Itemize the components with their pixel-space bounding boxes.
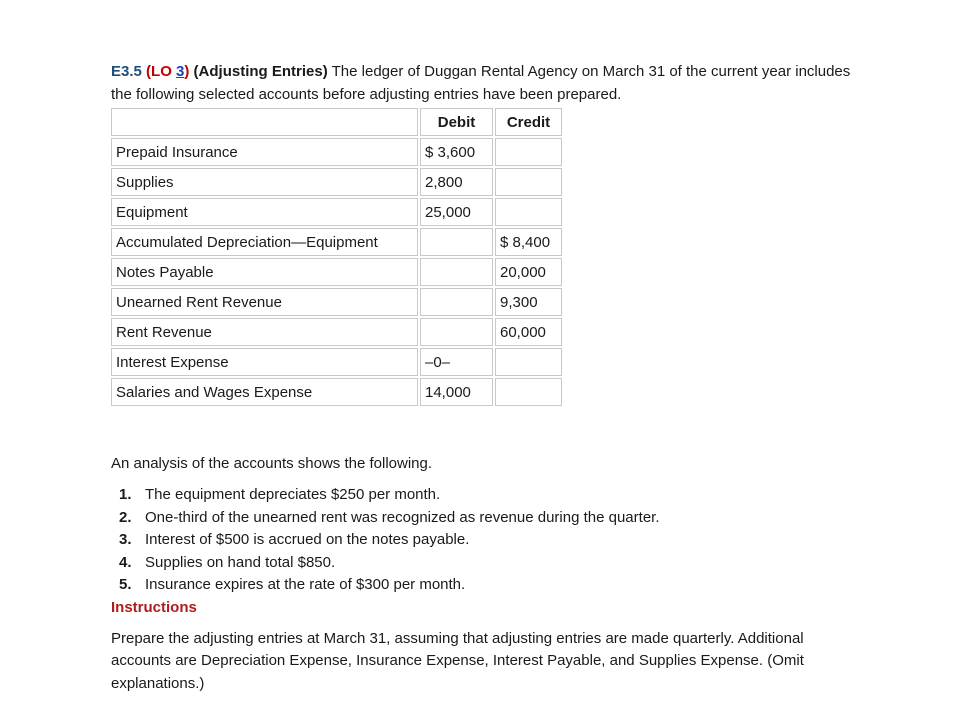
debit-cell: 2,800	[420, 168, 493, 196]
analysis-item-text: The equipment depreciates $250 per month.	[145, 486, 441, 503]
credit-cell	[495, 348, 562, 376]
account-header-cell	[111, 108, 418, 136]
credit-cell	[495, 198, 562, 226]
credit-cell	[495, 378, 562, 406]
instructions-text: Prepare the adjusting entries at March 31, assuming that adjusting entries are made quarterly. Additional accounts are Depreciation Expense, Insurance Expense, Interest Payable, and Supplies Expense. (Omit explanations.)	[111, 629, 804, 692]
analysis-item-text: Interest of $500 is accrued on the notes payable.	[145, 531, 470, 548]
account-cell: Rent Revenue	[111, 318, 418, 346]
exercise-number: E3.5	[111, 63, 142, 80]
account-cell: Unearned Rent Revenue	[111, 288, 418, 316]
ledger-row	[111, 258, 562, 286]
ledger-row	[111, 168, 562, 196]
learning-objective: (LO 3)	[146, 63, 190, 80]
analysis-item	[119, 574, 871, 597]
debit-cell	[420, 228, 493, 256]
analysis-item-text: Insurance expires at the rate of $300 per month.	[145, 576, 466, 593]
analysis-item	[119, 507, 871, 530]
ledger-row	[111, 348, 562, 376]
credit-cell: 60,000	[495, 318, 562, 346]
credit-header: Credit	[495, 108, 562, 136]
analysis-item-number: 2.	[119, 508, 132, 526]
ledger-table	[109, 106, 564, 408]
ledger-row	[111, 318, 562, 346]
ledger-row	[111, 228, 562, 256]
account-cell: Accumulated Depreciation—Equipment	[111, 228, 418, 256]
debit-cell: $ 3,600	[420, 138, 493, 166]
debit-cell	[420, 258, 493, 286]
instructions-title: Instructions	[111, 598, 197, 616]
ledger-row	[111, 288, 562, 316]
debit-cell: –0–	[420, 348, 493, 376]
analysis-item	[119, 529, 871, 552]
debit-header: Debit	[420, 108, 493, 136]
analysis-list	[111, 484, 871, 597]
analysis-intro: An analysis of the accounts shows the following.	[111, 455, 433, 472]
debit-cell	[420, 318, 493, 346]
analysis-item-text: Supplies on hand total $850.	[145, 553, 336, 571]
debit-cell: 14,000	[420, 378, 493, 406]
exercise-topic: (Adjusting Entries)	[193, 63, 328, 80]
analysis-item-number: 3.	[119, 531, 132, 548]
analysis-item	[119, 552, 871, 575]
analysis-item-number: 4.	[119, 553, 132, 571]
account-cell: Salaries and Wages Expense	[111, 378, 418, 406]
ledger-row	[111, 138, 562, 166]
account-cell: Interest Expense	[111, 348, 418, 376]
ledger-row	[111, 378, 562, 406]
account-cell: Equipment	[111, 198, 418, 226]
credit-cell	[495, 138, 562, 166]
learning-objective-link[interactable]: 3	[176, 63, 185, 80]
account-cell: Supplies	[111, 168, 418, 196]
account-cell: Prepaid Insurance	[111, 138, 418, 166]
analysis-item-number: 5.	[119, 576, 132, 593]
credit-cell: 9,300	[495, 288, 562, 316]
exercise-block	[111, 60, 871, 408]
account-cell: Notes Payable	[111, 258, 418, 286]
debit-cell: 25,000	[420, 198, 493, 226]
exercise-header	[111, 60, 871, 106]
credit-cell	[495, 168, 562, 196]
credit-cell: $ 8,400	[495, 228, 562, 256]
ledger-row	[111, 198, 562, 226]
ledger-header-row	[111, 108, 562, 136]
analysis-item	[119, 484, 871, 507]
exercise-description: The ledger of Duggan Rental Agency on March 31 of the current year includes the following selected accounts before adjusting entries have been prepared.	[111, 63, 851, 103]
analysis-section	[111, 453, 871, 695]
credit-cell: 20,000	[495, 258, 562, 286]
debit-cell	[420, 288, 493, 316]
analysis-item-number: 1.	[119, 486, 132, 503]
analysis-item-text: One-third of the unearned rent was recognized as revenue during the quarter.	[145, 508, 660, 526]
